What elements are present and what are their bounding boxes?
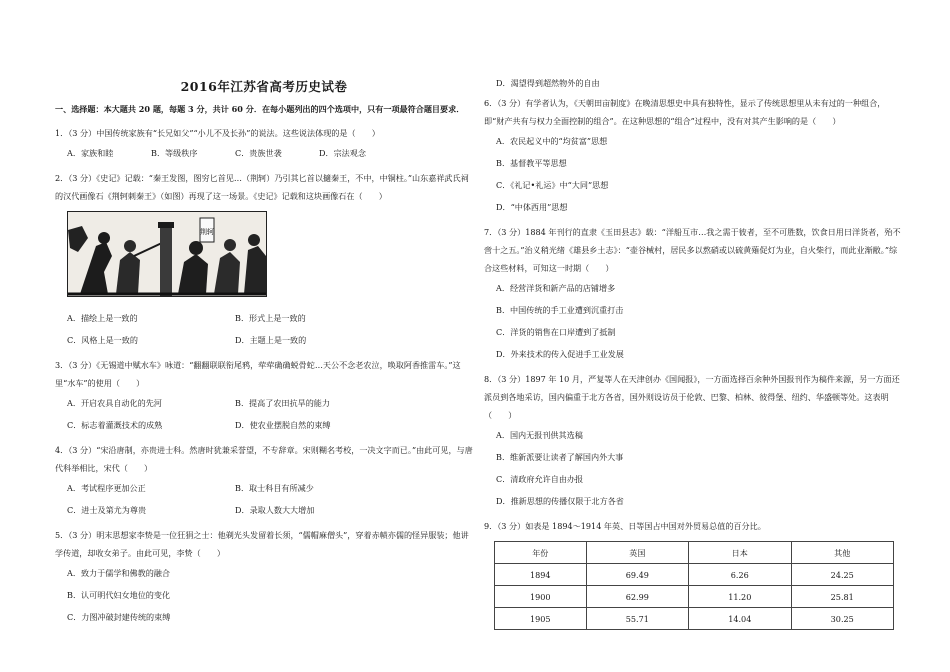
option-b: B．取士科目有所减少 <box>235 483 314 493</box>
option-c: C．标志着灌溉技术的成熟 <box>67 420 163 430</box>
question-stem: 4．（3 分）“宋沿唐制，亦贵进士科。然唐时犹兼采誉望，不专辞章。宋则糊名考校，一决文字而已。”由此可见，与唐代科举相比，宋代（ ） <box>55 445 473 473</box>
table-cell: 24.25 <box>791 564 894 586</box>
option-b: B．形式上是一致的 <box>235 313 306 323</box>
table-row <box>495 608 894 630</box>
table-cell: 69.49 <box>586 564 688 586</box>
question-stem: 9．（3 分）如表是 1894～1914 年英、日等国占中国对外贸易总值的百分比。 <box>484 521 766 531</box>
option-b: B．维新派要让读者了解国内外大事 <box>496 452 624 462</box>
table-cell: 1905 <box>495 608 587 630</box>
option-d: D．录取人数大大增加 <box>235 505 315 515</box>
question-stem: 2．（3 分）《史记》记载：“秦王发图，图穷匕首见…（荆轲）乃引其匕首以擿秦王，不中，中铜柱。”山东嘉祥武氏祠的汉代画像石《荆轲刺秦王》（如图）再现了这一场景。《史记》记载和这块画像石在（ ） <box>55 173 469 201</box>
option-d: D．渴望得到超然物外的自由 <box>496 78 600 88</box>
table-cell: 14.04 <box>689 608 791 630</box>
stone-relief-image <box>67 211 267 297</box>
right-column <box>484 0 904 635</box>
option-a: A．描绘上是一致的 <box>67 313 138 323</box>
option-b: B．认可明代妇女地位的变化 <box>67 590 171 600</box>
option-a: A．致力于儒学和佛教的融合 <box>67 568 170 578</box>
option-c: C．风格上是一致的 <box>67 335 138 345</box>
table-header-cell: 日本 <box>689 542 791 564</box>
question-stem: 1．（3 分）中国传统家族有“长兄如父”“小儿不及长孙”的说法。这些说法体现的是（ ） <box>55 128 380 138</box>
option-c: C．清政府允许自由办报 <box>496 474 584 484</box>
table-row <box>495 564 894 586</box>
option-c: C．《礼记•礼运》中“大同”思想 <box>496 180 609 190</box>
option-a: A．考试程序更加公正 <box>67 483 146 493</box>
table-cell: 25.81 <box>791 586 894 608</box>
option-d: D．使农业摆脱自然的束缚 <box>235 420 331 430</box>
question-5 <box>55 526 473 628</box>
question-4 <box>55 441 473 521</box>
left-column <box>55 0 473 633</box>
option-a: A．国内无报刊供其选稿 <box>496 430 583 440</box>
table-header-cell: 年份 <box>495 542 587 564</box>
option-d: D．外来技术的传入促进手工业发展 <box>496 349 624 359</box>
question-1 <box>55 124 473 164</box>
question-stem: 8．（3 分）1897 年 10 月，严复等人在天津创办《国闻报》，一方面选择百余种外国报刊作为稿件来源，另一方面还派员到各地采访，国内偏重于北方各省，国外则设访员于伦敦、巴黎、柏林、彼得堡、纽约、华盛顿等处。这表明（ ） <box>484 374 900 420</box>
table-header-cell: 英国 <box>586 542 688 564</box>
table-header-cell: 其他 <box>791 542 894 564</box>
option-a: A．家族和睦 <box>67 148 114 158</box>
table-cell: 1894 <box>495 564 587 586</box>
option-a: A．农民起义中的“均贫富”思想 <box>496 136 608 146</box>
question-stem: 7．（3 分）1884 年刊行的直隶《玉田县志》载：“洋船互市…我之需于彼者，至不可胜数，饮食日用曰洋货者，殆不啻十之五。”治义稍光绪《雄县乡土志》：“壶谷械村，居民多以熬硝或以硫黄薙促灯为业，自火柴行，而此业渐敝。”综合这些材料，可知这一时期（ ） <box>484 227 901 273</box>
option-c: C．贵族世袭 <box>235 148 282 158</box>
question-6 <box>484 94 904 218</box>
section-heading: 一、选择题：本大题共 20 题，每题 3 分，共计 60 分．在每小题列出的四个选项中，只有一项最符合题目要求． <box>55 104 465 114</box>
question-3 <box>55 356 473 436</box>
question-2 <box>55 169 473 351</box>
option-b: B．提高了农田抗旱的能力 <box>235 398 330 408</box>
option-c: C．洋货的销售在口岸遭到了抵制 <box>496 327 616 337</box>
option-b: B．基督教平等思想 <box>496 158 567 168</box>
table-header-row <box>495 542 894 564</box>
option-a: A．开启农具自动化的先河 <box>67 398 162 408</box>
question-7 <box>484 223 904 365</box>
table-cell: 6.26 <box>689 564 791 586</box>
paper-title: 2016年江苏省高考历史试卷 <box>180 79 348 94</box>
question-8 <box>484 370 904 512</box>
option-d: D．宗法观念 <box>319 148 366 158</box>
question-stem: 6．（3 分）有学者认为，《天朝田亩制度》在晚清思想史中具有独特性，显示了传统思想里从未有过的一种组合，即“财产共有与权力全面控制的组合”。在这种思想的“组合”过程中，没有对其产生影响的是（ ） <box>484 98 886 126</box>
question-9 <box>484 517 904 630</box>
table-cell: 55.71 <box>586 608 688 630</box>
table-cell: 11.20 <box>689 586 791 608</box>
option-d: D．“中体西用”思想 <box>496 202 568 212</box>
table-cell: 30.25 <box>791 608 894 630</box>
trade-table <box>494 541 894 630</box>
option-b: B．等级秩序 <box>151 148 198 158</box>
question-stem: 5．（3 分）明末思想家李贽是一位狂狷之士：他剃光头发留着长须，“儒帽麻僧头”，穿着赤帻亦儒的怪异服装；他讲学传道，却收女弟子。由此可见，李贽（ ） <box>55 530 469 558</box>
table-row <box>495 586 894 608</box>
option-c: C．力图冲破封建传统的束缚 <box>67 612 171 622</box>
option-c: C．进士及第尤为尊贵 <box>67 505 147 515</box>
option-a: A．经营洋货和新产品的店铺增多 <box>496 283 616 293</box>
option-b: B．中国传统的手工业遭到沉重打击 <box>496 305 624 315</box>
relief-illustration <box>68 212 266 296</box>
question-stem: 3．（3 分）《无锡道中赋水车》咏道：“翻翻联联衔尾鸦，荦荦确确蜕骨蛇…天公不念老农泣，唤取阿香推雷车。”这里“水车”的使用（ ） <box>55 360 461 388</box>
option-d: D．推新思想的传播仅限于北方各省 <box>496 496 624 506</box>
option-d: D．主题上是一致的 <box>235 335 307 345</box>
table-cell: 62.99 <box>586 586 688 608</box>
figure-label: 荆轲 <box>200 228 214 236</box>
table-cell: 1900 <box>495 586 587 608</box>
